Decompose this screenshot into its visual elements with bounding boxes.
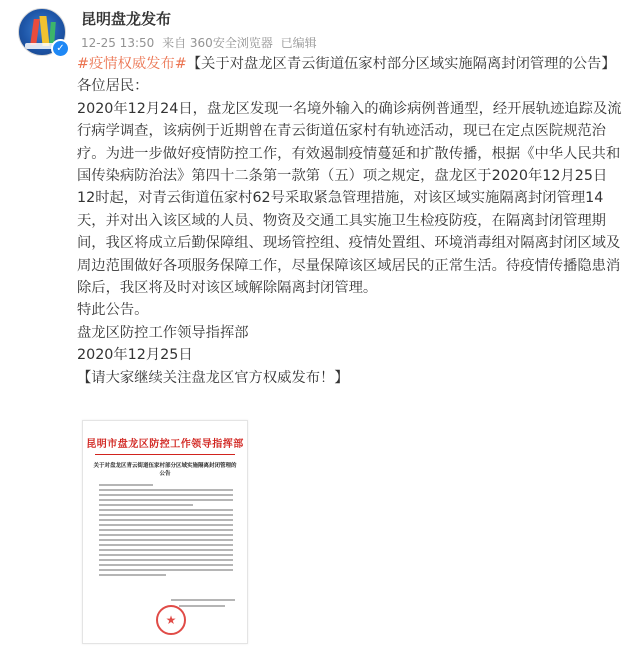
post-content	[77, 53, 622, 389]
doc-line	[99, 494, 233, 496]
doc-line	[99, 539, 233, 541]
doc-line	[99, 544, 233, 546]
doc-title: 关于对盘龙区青云街道伍家村部分区域实施隔离封闭管理的公告	[93, 463, 237, 477]
doc-date-line	[179, 605, 225, 607]
post-title-line	[77, 53, 622, 75]
doc-line	[99, 564, 233, 566]
doc-line	[99, 499, 233, 501]
post-source: 来自 360安全浏览器	[162, 36, 273, 50]
signature: 盘龙区防控工作领导指挥部	[77, 324, 249, 341]
avatar-logo-shape	[30, 19, 40, 45]
doc-line	[99, 489, 233, 491]
doc-header: 昆明市盘龙区防控工作领导指挥部	[86, 439, 244, 450]
doc-line	[99, 559, 233, 561]
doc-line	[99, 524, 233, 526]
doc-divider	[95, 454, 235, 455]
doc-line	[99, 504, 193, 506]
doc-line	[99, 574, 166, 576]
post-time[interactable]: 12-25 13:50	[81, 36, 155, 50]
doc-line	[99, 534, 233, 536]
doc-line	[99, 519, 233, 521]
doc-line	[99, 549, 233, 551]
salutation: 各位居民：	[77, 78, 149, 95]
post-body: 2020年12月24日，盘龙区发现一名境外输入的确诊病例普通型，经开展轨迹追踪及流行病学调查，该病例于近期曾在青云街道伍家村有轨迹活动，现已在定点医院规范治疗。为进一步做好疫情防控工作，有效遏制疫情蔓延和扩散传播，根据《中华人民共和国传染病防治法》第四十二条第一款第（五）项之规定，盘龙区于2020年12月25日12时起，对青云街道伍家村62号采取紧急管理措施，对该区域实施隔离封闭管理14天，并对出入该区域的人员、物资及交通工具实施卫生检疫防疫，在隔离封闭管理期间，我区将成立后勤保障组、现场管控组、疫情处置组、环境消毒组对隔离封闭区域及周边范围做好各项服务保障工作，尽量保障该区域居民的正常生活。待疫情传播隐患消除后，我区将及时对该区域解除隔离封闭管理。	[77, 100, 622, 297]
official-seal-icon: ★	[156, 605, 186, 635]
doc-line	[99, 509, 233, 511]
avatar-logo-shape	[39, 16, 49, 46]
doc-body-lines	[99, 484, 233, 579]
edited-label[interactable]: 已编辑	[280, 36, 317, 50]
doc-line	[99, 554, 233, 556]
post-date: 2020年12月25日	[77, 347, 193, 364]
doc-line	[99, 484, 153, 486]
doc-line	[99, 514, 233, 516]
attached-image[interactable]	[82, 420, 248, 644]
closing: 特此公告。	[77, 302, 149, 319]
post-title: 【关于对盘龙区青云街道伍家村部分区域实施隔离封闭管理的公告】	[186, 56, 616, 72]
post-header	[18, 8, 618, 52]
post-footer: 【请大家继续关注盘龙区官方权威发布！】	[77, 369, 349, 386]
doc-line	[99, 529, 233, 531]
verified-badge-icon: ✓	[51, 39, 70, 58]
username[interactable]: 昆明盘龙发布	[81, 10, 172, 28]
post-meta	[81, 34, 321, 51]
topic-link[interactable]: #疫情权威发布#	[77, 56, 187, 72]
doc-line	[99, 569, 233, 571]
doc-signature-line	[171, 599, 235, 601]
